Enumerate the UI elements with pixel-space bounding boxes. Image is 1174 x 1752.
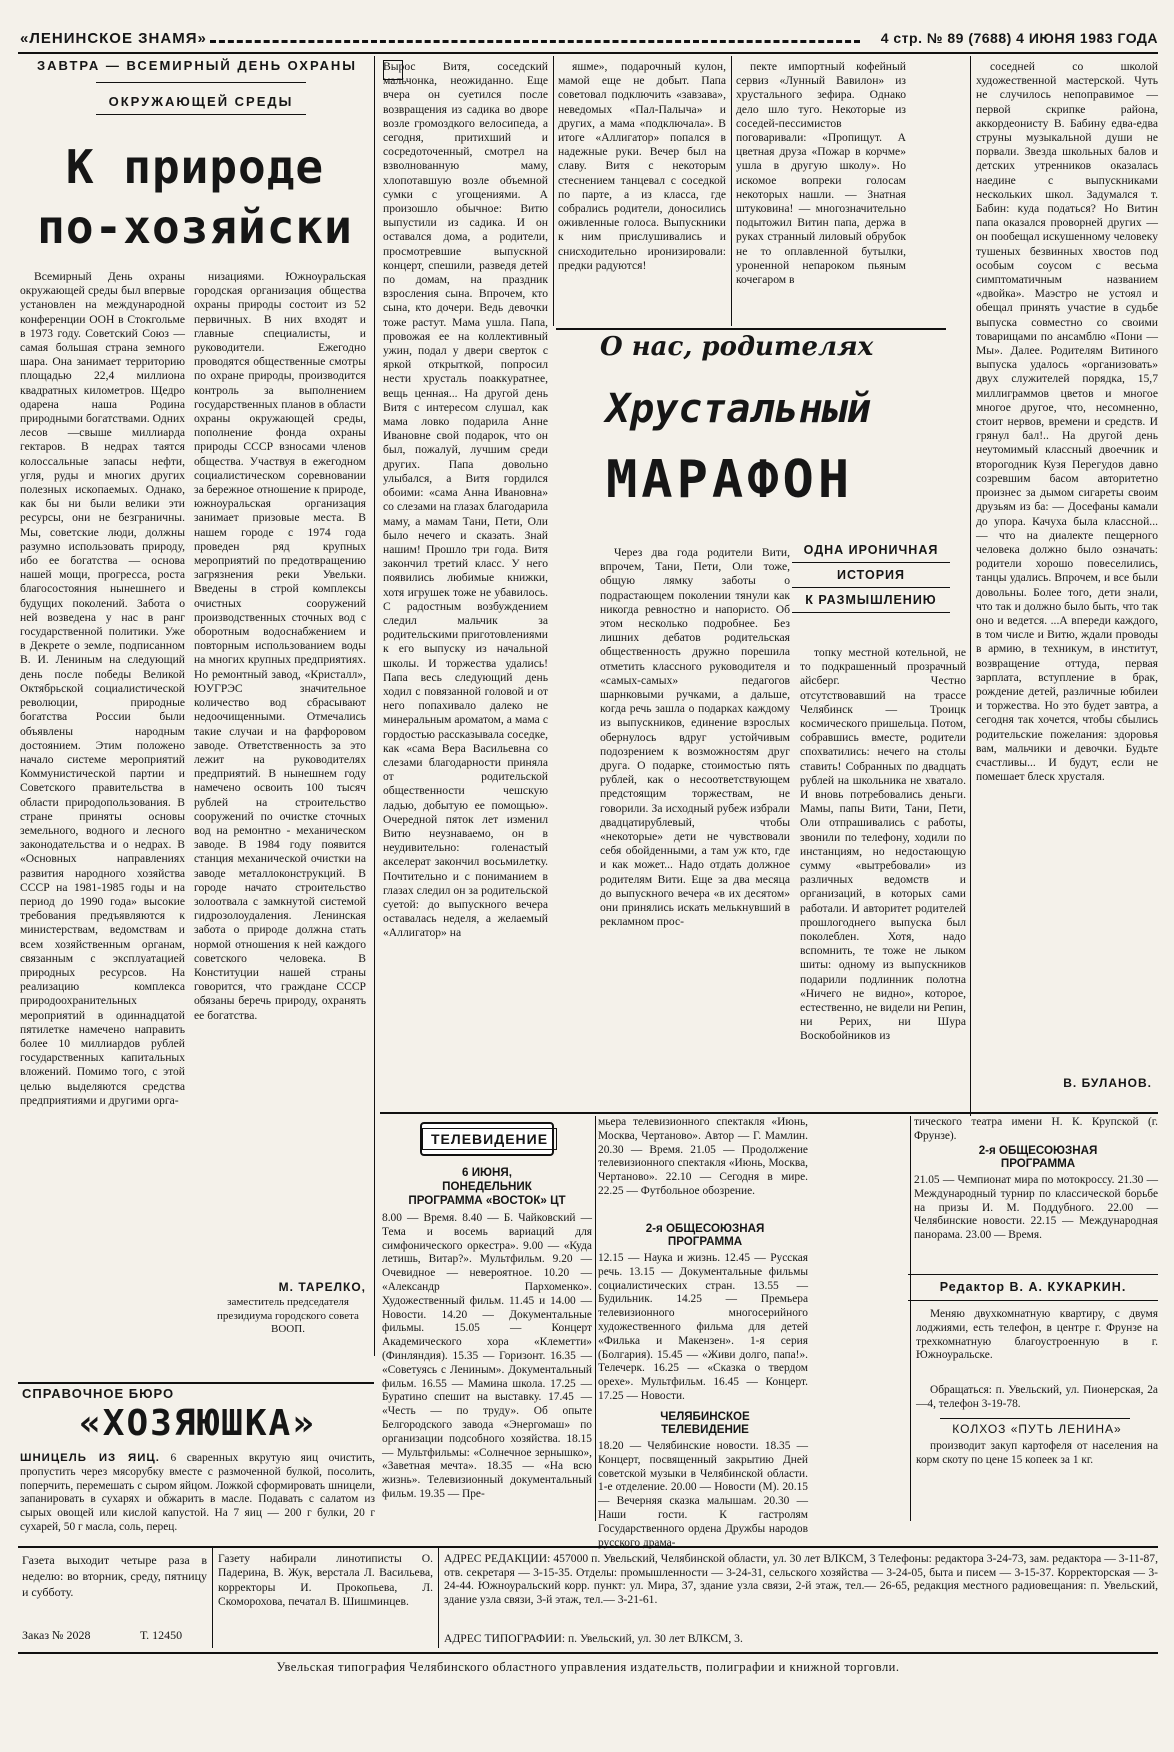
- ad-kolkhoz-title: КОЛХОЗ «ПУТЬ ЛЕНИНА»: [952, 1422, 1122, 1436]
- article1-column-2: низациями. Южноуральская городская организация общества охраны природы состоит из 52 первичных. В них входят и главные специалисты, и руководители. Ежегодно проводятся общественные смотры по охране природы, производится контроль за выполнением государственных планов в области охраны окружающей среды, пополнение фонда охраны природы СССР взносами членов общества. Участвуя в ежегодном социалистическом соревновании за бережное отношение к природе, южноуральская организация занимает призовые места. В нашем городе с 1974 года проведен ряд крупных мероприятий по предотвращению загрязнения реки Увельки. Введены в строй комплексы очистных сооружений производственных сточных вод с оборотным водоснабжением и повторным использованием воды на многих крупных предприятиях. Но ремонтный завод, «Кристалл», ЮУГРЭС значительное количество вод сбрасывают недоочищенными. Отмечались такие случаи и на фарфоровом заводе. Ответственность за это лежит на руководителях предприятий. В нынешнем году намечено освоить 100 тысяч рублей на строительство сооружений по очистке сточных вод на ремонтно - механическом заводе. В 1984 году появится станция механической очистки на заводе металлоконструкций. В городе начато строительство золоотвала с замкнутой системой гидрозолоудаления. Ленинская забота о природе должна стать нормой отношения к ней каждого советского человека. В Конституции нашей страны говорится, что граждане СССР обязаны беречь природу, охранять ее богатства.: [194, 270, 366, 1022]
- article2-subtitle-line2: ИСТОРИЯ: [836, 568, 906, 582]
- masthead-rule: [210, 40, 860, 43]
- article2-column-e: топку местной котельной, не то подкрашенный прозрачный айсберг. Честно отсутствовавший на трассе Челябинск — Троицк космического пришельца. Потом, собравшись вместе, родители спохватились: нечего на столы ставить! Собранных по двадцать рублей на школьника не хватало. И вновь потребовались деньги. Мамы, папы Вити, Тани, Пети, Оли отпрашивались с работы, звонили по телефону, ходили по инстанциям, но недостающую сумму «вытребовали» из различных ведомств и организаций, в которых сами работали. И авторитет родителей прошлогоднего выпуска был поколеблен. Хотя, надо вспомнить, те тоже не лыком шиты: одному из выпускников подарили подлинник полотна «Ничего не видно», которое, естественно, не видели ни Репин, ни Рерих, ни Шура Воскобойников из: [800, 646, 966, 1043]
- tv-column-1: 8.00 — Время. 8.40 — Б. Чайковский — Тема и восемь вариаций для симфонического оркестра». 9.00 — «Куда летишь, Витар?». Мультфильм. 9.20 — Очевидное — невероятное. 10.20 — «Александр Пархоменко». Художественный фильм. 11.45 и 14.00 — Новости. 14.20 — Документальные фильмы. 15.05 — Концерт Академического хора «Клеметти» (Финляндия). 15.35 — Горизонт. 16.35 — «Советуясь с Лениным». Документальный фильм. 16.55 — Мамина школа. 17.25 — Буратино спешит на выставку. 17.45 — «Честь — по труду». Об опыте Белгородского завода «Энергомаш» по организации подсобного хозяйства. 18.15 — Мультфильмы: «Солнечное зернышко», «Заветная мечта». 18.35 — «На всю жизнь». Телевизионный документальный фильм. 19.35 — Пре-: [382, 1212, 592, 1500]
- tv-column-2c: 18.20 — Челябинские новости. 18.35 — Концерт, посвященный закрытию Дней советской музыки в Челябинской области. 1-е отделение. 20.00 — Новости (М). 20.15 — Вечерняя сказка малышам. 20.30 — Наши гости. К гастролям Государственного ордена Дружбы народов русского драма-: [598, 1440, 808, 1549]
- article2-column-c: пекте импортный кофейный сервиз «Лунный Вавилон» из хрустального зефира. Однако дело шло туго. Некоторые из соседей-пессимистов поговаривали: «Пропищут. А цветная друза «Пожар в корчме» ушла в другую школу». Но искомое вопреки голосам некоторых нашли. — Знатная штуковина! — многозначительно подытожил Витин папа, держа в руках странный лиловый обрубок не то оплавленной бутылки, уроненной непароком пьяным кочегаром в: [736, 60, 906, 287]
- article2-column-d: Через два года родители Вити, впрочем, Тани, Пети, Оли тоже, общую лямку заботы о подрастающем поколении тянули как никогда ревностно и напористо. Об этом несколько подробнее. Без лишних дебатов родительская общественность дружно порешила отметить классного руководителя и «самых-самых» педагогов шарнковыми ручками, а дальше, когда речь зашла о подарках каждому из выпускников, единение взрослых обернулось вдруг устойчивым подозрением к возможностям друг друга. О подарке, стоимостью пять рублей, как о несоответствующем предстоящим торжествам, не говорили. За исходный рубеж избрали двадцатирублевый, чтобы «некоторые» дети не чувствовали себя обойденными, а там уж кто, где и как может... Надо отдать должное родителям Вити. Еще за два месяца до выпускного вечера «в их десятом» они принялись искать мелькнувший в рекламном прос-: [600, 546, 790, 929]
- tv-column-2a: мьера телевизионного спектакля «Июнь, Москва, Чертаново». Автор — Г. Мамлин. 20.30 — Время. 21.05 — Продолжение телевизионного спектакля «Июнь, Москва, Чертаново». 22.10 — Сегодня в мире. 22.25 — Футбольное обозрение.: [598, 1116, 808, 1197]
- article1-column-1: Всемирный День охраны окружающей среды был впервые установлен на международной конференции ООН в Стокгольме в 1973 году. Советский Союз — самая большая страна земного шара. Она занимает территорию площадью 22,4 миллиона квадратных километров. Щедро одарена наша Родина природными богатствами. Одних лесов —свыше миллиарда гектаров. В недрах таятся колоссальные запасы нефти, угля, руды и многих других полезных ископаемых. Однако, как бы ни были велики эти ресурсы, они не безграничны. Мы, советские люди, должны разумно использовать природу, ибо ее богатства — основа нашей мощи, прогресса, роста благосостояния нынешнего и будущих поколений. Забота о ней возведена у нас в ранг государственной политики. Уже в Декрете о земле, подписанном В. И. Лениным на следующий день после победы Великой Октябрьской социалистической революции, природные богатства России были объявлены народным достоянием. Этим положено начало системе мероприятий Коммунистической партии и Советского правительства в области природопользования. В стране приняты основы земельного, водного и лесного законодательства и о недрах. В «Основных направлениях развития народного хозяйства СССР на 1981-1985 годы и на период до 1990 года» высокие требования предъявляются к министерствам, ведомствам и всем хозяйственным органам, связанным с эксплуатацией природных ресурсов. На реализацию комплекса природоохранительных мероприятий в одиннадцатой пятилетке намечено направить более 10 миллиардов рублей государственных капитальных вложений. Помимо того, с этой целью выделяются средства предприятиями и другими орга-: [20, 270, 185, 1107]
- tv-column-3b: 21.05 — Чемпионат мира по мотокроссу. 21.30 — Международный турнир по классической борьбе на призы И. М. Поддубного. 22.00 — Челябинские новости. 22.15 — Международная панорама. 23.00 — Время.: [914, 1174, 1158, 1242]
- tv-programme-chelyabinsk: ЧЕЛЯБИНСКОЕ ТЕЛЕВИДЕНИЕ: [660, 1410, 750, 1436]
- bureau-title: «ХОЗЯЮШКА»: [79, 1403, 316, 1444]
- footer-printer: Увельская типография Челябинского областного управления издательств, полиграфии и книжной торговли.: [276, 1660, 900, 1674]
- masthead-issue: 4 стр. № 89 (7688) 4 ИЮНЯ 1983 ГОДА: [880, 30, 1158, 46]
- article2-column-b: яшме», подарочный кулон, мамой еще не добыт. Папа советовал подключить «завзава», неведомых «Пал-Палыча» и других, а мама «подключала». В итоге «Аллигатор» попался в надежные руки. Вечер был на славу. Витя с некоторым стеснением танцевал с соседкой по парте, а из класса, где собрались родители, доносились оживленные голоса. Выпускники к ним прислушивались и снисходительно иронизировали: предки радуются!: [558, 60, 726, 272]
- footer-order: Заказ № 2028: [22, 1628, 91, 1642]
- col-divider-4: [970, 56, 971, 1116]
- article1-kicker-rule: [96, 82, 306, 83]
- tv-column-2b: 12.15 — Наука и жизнь. 12.45 — Русская речь. 13.15 — Документальные фильмы социалистических стран. 13.55 — Будильник. 14.25 — Премьера телевизионного многосерийного художественного фильма для детей «Филька и Макензен». 1-я серия (Болгария). 15.45 — «Живи долго, папа!». Телечерк. 16.25 — «Сказка о твердом орехе». Мультфильм. 16.45 — Концерт. 17.25 — Новости.: [598, 1252, 808, 1402]
- tv-day: 6 ИЮНЯ,: [462, 1166, 512, 1179]
- footer-bottom-rule: [18, 1652, 1158, 1654]
- tv-programme-2b: 2-я ОБЩЕСОЮЗНАЯ ПРОГРАММА: [978, 1144, 1098, 1170]
- article2-subtitle-line3: К РАЗМЫШЛЕНИЮ: [805, 593, 937, 607]
- article2-column-f: соседней со школой художественной мастерской. Чуть не случилось непоправимое — первой скрипке района, аккордеонисту В. Бабину едва-едва струны музыкальной души не порвали. Звезда школьных балов и детских утренников оказалась наедине с выпускниками нескольких школ. Задумался т. Бабин: куда податься? Но Витин папа оказался проворней других — он пообещал искушенному человеку тушеных безвинных хвостов под особым соусом с весьма симптоматичным названием «двойка». Маэстро не устоял и обещал принять участие в судьбе выпуска совместно со своими товарищами по ансамблю «Пони — Мы». Далее. Родителям Витиного выпуска удалось «организовать» двух служителей порядка, 15,7 миллиграммов цветов и многое многое другое, что, несомненно, стоит нервов, времени и средств. И грянул бал!.. На другой день неутомимый классный двоечник и второгодник Кузя Перегудов давно созревшим басом авторитетно произнес за дымом сигареты своим друзьям из ба: — Досефаны камали до упора. Качуха была классной... — что на диалекте пещерного человека должно было означать: родители хорошо повеселились, танцы удались. Впрочем, и все были довольны. Более того, дети знали, что так и должно было быть, что так оно и ведется. ...А впереди каждого, в том числе и Витю, ждали проводы в армию, в техникум, в институт, возвращение оттуда, первая зарплата, вступление в брак, рождение детей, различные юбилеи и торжества. Но это будет завтра, а сегодня так хочется, чтобы сбылись родительские пожелания: здоровья вам, мальчики и девочки. Будьте счастливы... И будут, если не помешает блеск хрусталя.: [976, 60, 1158, 784]
- article1-kicker-2: ОКРУЖАЮЩЕЙ СРЕДЫ: [108, 94, 294, 109]
- article1-title-line1: К природе: [65, 140, 325, 194]
- article2-subtitle-line1: ОДНА ИРОНИЧНАЯ: [803, 543, 939, 557]
- footer-schedule: Газета выходит четыре раза в неделю: во вторник, среду, пятницу и субботу.: [22, 1553, 207, 1599]
- footer-divider-2: [438, 1548, 439, 1648]
- tv-programme-vostok: ПРОГРАММА «ВОСТОК» ЦТ: [408, 1194, 566, 1207]
- article1-kicker-1: ЗАВТРА — ВСЕМИРНЫЙ ДЕНЬ ОХРАНЫ: [37, 58, 357, 73]
- article2-subtitle: [786, 538, 956, 628]
- bureau-top-rule: [18, 1382, 374, 1384]
- tv-divider-2: [910, 1116, 911, 1521]
- masthead-underline: [18, 52, 1158, 54]
- tv-logo-text: ТЕЛЕВИДЕНИЕ: [422, 1128, 557, 1150]
- article2-title-line2: МАРАФОН: [606, 450, 854, 510]
- masthead-paper-name: «ЛЕНИНСКОЕ ЗНАМЯ»: [20, 30, 207, 47]
- ad-kolkhoz-text: производит закуп картофеля от населения на корм скоту по цене 15 копеек за 1 кг.: [916, 1440, 1158, 1466]
- article1-signature-name: М. ТАРЕЛКО,: [278, 1280, 366, 1294]
- bureau-recipe-heading: ШНИЦЕЛЬ ИЗ ЯИЦ.: [20, 1452, 160, 1464]
- article1-kicker-rule-2: [96, 114, 306, 115]
- article2-signature: В. БУЛАНОВ.: [1063, 1076, 1152, 1090]
- col-divider-2: [553, 56, 554, 326]
- article2-column-a: Вырос Витя, соседский мальчонка, неожиданно. Еще вчера он суетился после возвращения из садика во дворе возле громоздкого велосипеда, а сегодня, притихший и сосредоточенный, смотрел на взволнованную маму, хлопотавшую возле объемной сумки с угощениями. А произошло обычное: Витю выпустили из садика. И он оставался дома, а родители, просмотревшие выпускной концерт, спешили, разведя детей по домам, на праздник взросления сына. Впрочем, кто сына, кто дочери. Ведь девочки тоже растут. Мама ушла. Папа, провожая ее на коллективный ужин, подал у двери сверток с яркой открыткой, попросил нести хрусталь поаккуратнее, вещь ценная... На другой день Витя с интересом слушал, как мама ловко подарила Анне Ивановне свой подарок, что он был, пожалуй, лучшим среди других. Папа довольно улыбался, а Витя гордился обоими: «сама Анна Ивановна» со слезами на глазах благодарила маму, а мамам Тани, Пети, Оли было нечего и сказать. Знай нашим! Прошло три года. Витя закончил третий класс. У него появились любимые книжки, хотя игрушек тоже не убавилось. С радостным возбуждением следил мальчик за родительскими приготовлениями к его выпуску из начальной школы. И торжества удались! Папа весь следующий день ходил с повязанной головой и от него попахивало далеко не минеральным ароматом, а мама с гордостью рассказывала соседке, как «сама Вера Васильевна со слезами благодарности приняла от родительской общественности чешскую ладью, добытую ее помощью». Очередной пяток лет изменил Витю неузнаваемо, он в неудивительно: голенастый акселерат закончил восьмилетку. Почтительно и с пониманием в глазах следил он за родительской суетой: до выпускного вечера оставалась неделя, а желаемый «Аллигатор» на: [383, 60, 548, 940]
- ad-exchange: Меняю двухкомнатную квартиру, с двумя лоджиями, есть телефон, в центре г. Фрунзе на трехкомнатную благоустроенную в г. Южноуральске.: [916, 1308, 1158, 1362]
- tv-logo: [420, 1122, 554, 1156]
- col-divider-3: [731, 56, 732, 326]
- footer-print-address: АДРЕС ТИПОГРАФИИ: п. Увельский, ул. 30 лет ВЛКСМ, 3.: [444, 1632, 743, 1645]
- footer-address: АДРЕС РЕДАКЦИИ: 457000 п. Увельский, Челябинской области, ул. 30 лет ВЛКСМ, 3 Телефоны: редактора 3-24-73, зам. редактора — 3-11-87, отв. секретаря — 3-15-35. Отделы: промышленности — 3-24-31, сельского хозяйства — 3-24-05, быта и писем — 3-15-37. Корректорская — 3-24-44. Южноуральский корр. пункт: ул. Мира, 37, здание узла связи, 2-й этаж, тел.— 26-65, редакция местного радиовещания: п. Увельский, здание узла связи, 3-й этаж, тел.— 3-21-61.: [444, 1552, 1158, 1606]
- bureau-recipe-text: 6 сваренных вкрутую яиц очистить, пропустить через мясорубку вместе с размоченной булкой, посолить, поперчить, перемешать с сыром яйцом. Ложкой сформировать шницели, запанировать в сухарях и обжарить в масле. Подавать с салатом из сырых овощей или кислой капустой. На 7 яиц — 200 г булки, 20 г сухарей, 50 г масла, соль, перец.: [20, 1452, 375, 1533]
- bureau-label: СПРАВОЧНОЕ БЮРО: [22, 1386, 175, 1401]
- tv-programme-2: 2-я ОБЩЕСОЮЗНАЯ ПРОГРАММА: [645, 1222, 765, 1248]
- footer-top-rule: [18, 1546, 1158, 1548]
- col-divider-1: [374, 56, 375, 1356]
- article2-bottom-rule: [380, 1112, 1158, 1114]
- article2-kicker: О нас, родителях: [600, 332, 874, 362]
- footer-order-t: Т. 12450: [140, 1628, 183, 1642]
- editor-top-rule: [908, 1274, 1158, 1275]
- editor-name: Редактор В. А. КУКАРКИН.: [939, 1280, 1127, 1294]
- tv-divider-1: [595, 1116, 596, 1521]
- ad-divider: [940, 1418, 1130, 1419]
- article2-dropcap-box: [383, 60, 403, 80]
- tv-column-3a: тического театра имени Н. К. Крупской (г. Фрунзе).: [914, 1116, 1158, 1142]
- footer-divider-1: [212, 1548, 213, 1648]
- editor-bottom-rule: [908, 1300, 1158, 1301]
- footer-typesetters: Газету набирали линотиписты О. Падерина, В. Жук, верстала Л. Васильева, корректоры И. Прокопьева, Л. Скоморохова, печатал В. Шишминцев.: [218, 1552, 433, 1609]
- tv-weekday: ПОНЕДЕЛЬНИК: [442, 1180, 532, 1193]
- article1-signature-role: заместитель председателя президиума городского совета ВООП.: [217, 1296, 359, 1335]
- bureau-text: [20, 1452, 375, 1548]
- ad-exchange-contact: Обращаться: п. Увельский, ул. Пионерская, 2а—4, телефон 3-19-78.: [916, 1384, 1158, 1410]
- article1-title-line2: по-хозяйски: [37, 200, 353, 254]
- article2-title-line1: Хрустальный: [606, 386, 871, 432]
